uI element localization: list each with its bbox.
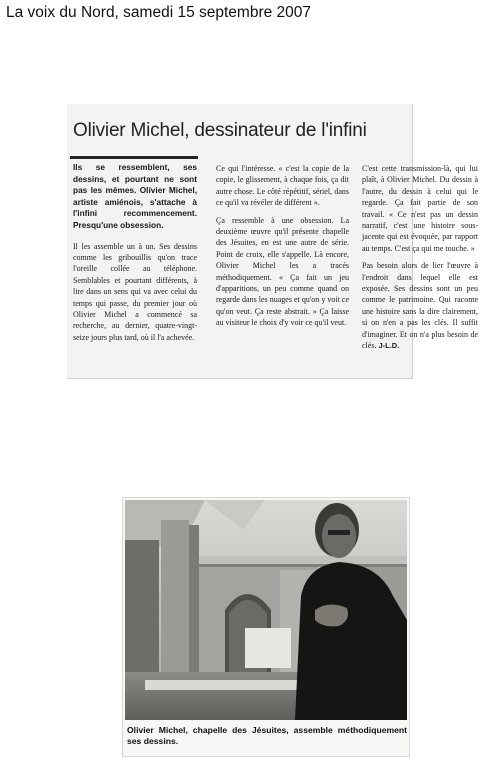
article-paragraph: C'est cette transmission-là, qui lui plaît, à Olivier Michel. Du dessin à l'autre, du dessin à celui qui le regarde. Ça fait partie de son travail. « Ce n'est pas un dessin narratif, c'est une histoire sous-jacente qui est évoquée, par rapport au temps. C'est ça qui me touche. » <box>362 164 478 253</box>
headline-rule <box>70 156 198 159</box>
article-photo <box>125 500 407 720</box>
article-paragraph: Ça ressemble à une obsession. La deuxième œuvre qu'il présente chapelle des Jésuites, en est une autre de série. Point de croix, elle s'appelle. Là encore, Olivier Michel les a tracés méthodiquement. « Ça fait un jeu d'apparitions, un peu comme quand on regarde dans les nuages et qu'on y voit ce qu'on veut. Ça reste abstrait. » Ça laisse au visiteur le choix d'y voir ce qu'il veut. <box>216 215 349 328</box>
article-paragraph <box>362 260 478 351</box>
article-column-2 <box>216 163 349 335</box>
article-paragraph: Il les assemble un à un. Ses dessins comme les gribouillis qu'on trace l'oreille collée au téléphone. Semblables et pourtant différents, à lire dans un sens qui va avec celui du temps qui passe, du premier jour où Olivier Michel a commencé sa recherche, au dernier, quatre-vingt-seize jours plus tard, où il l'a achevée. <box>73 241 197 342</box>
article-paragraph: Ce qui l'intéresse. « c'est la copie de la copie, le glissement, à chaque fois, ça dit autre chose. Le côté répétitif, sériel, dans ce qu'il va révéler de différent ». <box>216 164 349 208</box>
photo-caption: Olivier Michel, chapelle des Jésuites, assemble méthodiquement ses dessins. <box>127 725 407 746</box>
article-headline: Olivier Michel, dessinateur de l'infini <box>73 120 367 141</box>
article-lead: Ils se ressemblent, ses dessins, et pourtant ne sont pas les mêmes. Olivier Michel, artiste amiénois, s'attache à l'infini recommencement. Presqu'une obsession. <box>73 162 197 230</box>
photo-illustration <box>125 500 407 720</box>
article-column-3 <box>362 163 478 358</box>
article-column-1 <box>73 162 197 349</box>
article-paragraph-text: Pas besoin alors de lier l'œuvre à l'endroit dans lequel elle est exposée. Ses dessins sont un peu comme le patrimoine. Qui raconte une histoire sans la dire clairement, si on n'en a pas les clés. Il suffit d'imaginer. Et on n'a plus besoin de clés. <box>362 261 478 351</box>
masthead-title: La voix du Nord, samedi 15 septembre 2007 <box>6 4 312 21</box>
author-signature: J-L.D. <box>378 341 400 351</box>
